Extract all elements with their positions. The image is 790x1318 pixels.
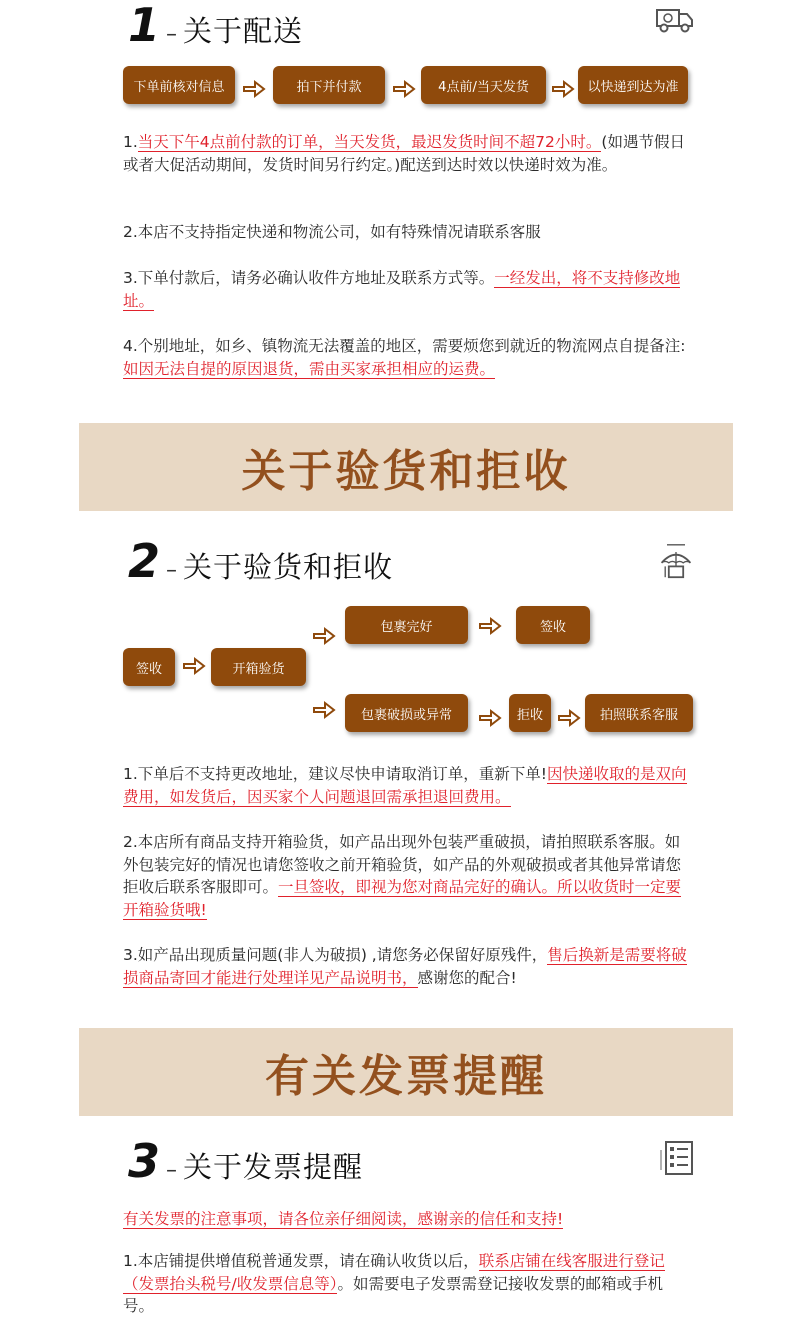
section1-title: 关于配送 [183, 14, 304, 48]
section3-dash: – [166, 1158, 178, 1183]
arrow-right-icon [243, 80, 265, 98]
section3-title: 关于发票提醒 [183, 1150, 364, 1184]
section3-number: 3 [128, 1134, 161, 1188]
truck-icon [655, 2, 695, 38]
arrow-right-icon [313, 701, 335, 719]
flow-step-sign-2: 签收 [516, 606, 590, 644]
section1-heading [128, 2, 303, 50]
flow-step-photo-contact: 拍照联系客服 [585, 694, 693, 732]
umbrella-box-icon [656, 543, 696, 579]
arrow-right-icon [558, 709, 580, 727]
section1-number: 1 [128, 0, 161, 52]
section3-notice: 有关发票的注意事项，请各位亲仔细阅读，感谢亲的信任和支持! [123, 1210, 564, 1228]
section2-title: 关于验货和拒收 [183, 550, 394, 584]
flow-step-ship: 4点前/当天发货 [421, 66, 546, 104]
flow-step-intact: 包裹完好 [345, 606, 468, 644]
section2-paragraph-2: 2.本店所有商品支持开箱验货，如产品出现外包装严重破损，请拍照联系客服。如外包装完好的情况也请您签收之前开箱验货，如产品的外观破损或者其他异常请您拒收后联系客服即可。一旦签收，即视为您对商品完好的确认。所以收货时一定要开箱验货哦! [123, 833, 682, 919]
banner-inspection-title: 关于验货和拒收 [241, 446, 571, 497]
section1-paragraph-1: 1.当天下午4点前付款的订单，当天发货，最迟发货时间不超72小时。(如遇节假日或者大促活动期间，发货时间另行约定。)配送到达时效以快递时效为准。 [123, 133, 685, 174]
arrow-right-icon [479, 617, 501, 635]
flow-step-delivered: 以快递到达为准 [578, 66, 688, 104]
flow-step-verify-info: 下单前核对信息 [123, 66, 235, 104]
banner-invoice [79, 1028, 733, 1116]
flow-step-unbox: 开箱验货 [211, 648, 306, 686]
section3-heading [128, 1134, 364, 1188]
flow-step-sign: 签收 [123, 648, 175, 686]
section2-dash: – [166, 558, 178, 583]
section1-paragraph-3: 3.下单付款后，请务必确认收件方地址及联系方式等。一经发出，将不支持修改地址。 [123, 269, 681, 310]
section3-paragraph-1: 1.本店铺提供增值税普通发票，请在确认收货以后，联系店铺在线客服进行登记（发票抬头税号/收发票信息等）。如需要电子发票需登记接收发票的邮箱或手机号。 [123, 1252, 665, 1315]
section2-heading [128, 534, 394, 588]
section2-number: 2 [128, 534, 161, 588]
section2-paragraph-3: 3.如产品出现质量问题(非人为破损) ,请您务必保留好原残件，售后换新是需要将破损商品寄回才能进行处理详见产品说明书，感谢您的配合! [123, 946, 687, 987]
arrow-right-icon [479, 709, 501, 727]
section1-paragraph-4: 4.个别地址，如乡、镇物流无法覆盖的地区，需要烦您到就近的物流网点自提备注:如因无法自提的原因退货，需由买家承担相应的运费。 [123, 337, 686, 378]
flow-step-reject: 拒收 [509, 694, 551, 732]
flow-step-damaged: 包裹破损或异常 [345, 694, 468, 732]
arrow-right-icon [393, 80, 415, 98]
arrow-right-icon [183, 657, 205, 675]
invoice-list-icon [658, 1140, 698, 1176]
section1-dash: – [166, 22, 178, 47]
section2-paragraph-1: 1.下单后不支持更改地址，建议尽快申请取消订单，重新下单!因快递收取的是双向费用，如发货后，因买家个人问题退回需承担退回费用。 [123, 765, 687, 806]
banner-inspection [79, 423, 733, 511]
arrow-right-icon [552, 80, 574, 98]
arrow-right-icon [313, 627, 335, 645]
banner-invoice-title: 有关发票提醒 [265, 1051, 547, 1102]
section1-paragraph-2: 2.本店不支持指定快递和物流公司，如有特殊情况请联系客服 [123, 223, 541, 241]
flow-step-pay: 拍下并付款 [273, 66, 385, 104]
